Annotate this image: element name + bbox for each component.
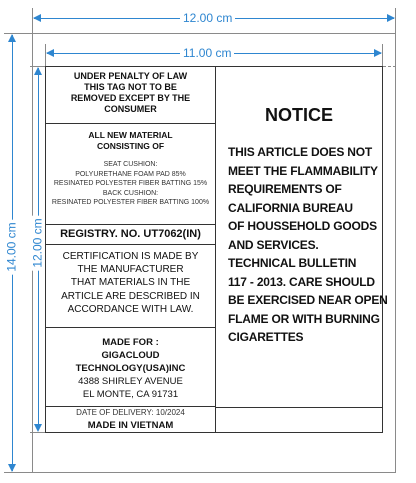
- notice-line: OF HOUSSEHOLD GOODS: [228, 219, 377, 233]
- notice-line: THIS ARTICLE DOES NOT: [228, 145, 373, 159]
- notice-line: BE EXERCISED NEAR OPEN: [228, 293, 388, 307]
- material-line: RESINATED POLYESTER FIBER BATTING 15%: [53, 180, 208, 187]
- dim-outer-height-tick-bottom: [4, 472, 32, 473]
- notice-line: REQUIREMENTS OF: [228, 182, 342, 196]
- material-heading: CONSISTING OF: [96, 140, 165, 151]
- material-section: [46, 124, 215, 225]
- notice-bottom-divider: [216, 407, 382, 408]
- law-label: [45, 66, 388, 433]
- dim-arrow-right-icon: [374, 49, 382, 57]
- dim-inner-height-tick-bottom: [30, 432, 45, 433]
- certification-line: ARTICLE ARE DESCRIBED IN: [61, 290, 200, 302]
- company-line: TECHNOLOGY(USA)INC: [75, 363, 186, 374]
- penalty-section: [46, 67, 215, 124]
- notice-line: MEET THE FLAMMABILITY: [228, 163, 378, 178]
- dim-arrow-up-icon: [8, 34, 16, 42]
- notice-line: CALIFORNIA BUREAU: [228, 200, 353, 215]
- made-for-section: [46, 328, 215, 407]
- dim-outer-width-tick-right: [395, 8, 396, 34]
- certification-line: ACCORDANCE WITH LAW.: [67, 303, 194, 315]
- address-line: EL MONTE, CA 91731: [82, 389, 179, 400]
- dim-inner-width-tick-right: [382, 44, 383, 66]
- dim-arrow-right-icon: [387, 14, 395, 22]
- material-line: RESINATED POLYESTER FIBER BATTING 100%: [51, 199, 210, 206]
- material-line: SEAT CUSHION:: [103, 161, 158, 168]
- material-heading: ALL NEW MATERIAL: [88, 130, 173, 140]
- notice-line: CIGARETTES: [228, 330, 304, 344]
- certification-section: [46, 245, 215, 328]
- notice-line: FLAME OR WITH BURNING: [228, 311, 380, 326]
- notice-line: 117 - 2013. CARE SHOULD: [228, 274, 375, 289]
- notice-panel: [216, 67, 388, 432]
- dim-arrow-down-icon: [34, 424, 42, 432]
- material-line: BACK CUSHION:: [102, 189, 159, 197]
- address-line: 4388 SHIRLEY AVENUE: [78, 376, 183, 387]
- notice-title: NOTICE: [264, 105, 333, 125]
- dim-arrow-left-icon: [46, 49, 54, 57]
- penalty-line: CONSUMER: [104, 104, 157, 114]
- penalty-line: UNDER PENALTY OF LAW: [73, 71, 188, 81]
- certification-line: CERTIFICATION IS MADE BY: [62, 251, 199, 262]
- dim-inner-height-label: 12.00 cm: [31, 215, 45, 270]
- notice-line: AND SERVICES.: [228, 237, 319, 252]
- penalty-line: THIS TAG NOT TO BE: [84, 82, 177, 92]
- dim-arrow-left-icon: [33, 14, 41, 22]
- registry-number: REGISTRY. NO. UT7062(IN): [46, 225, 215, 245]
- dim-arrow-up-icon: [34, 67, 42, 75]
- dim-outer-height-label: 14.00 cm: [5, 219, 19, 274]
- notice-body: [228, 143, 388, 347]
- origin: MADE IN VIETNAM: [87, 420, 174, 431]
- certification-line: THE MANUFACTURER: [77, 264, 184, 276]
- certification-line: THAT MATERIALS IN THE: [70, 277, 191, 289]
- dim-outer-width-label: 12.00 cm: [180, 11, 235, 25]
- penalty-line: REMOVED EXCEPT BY THE: [70, 93, 191, 103]
- dim-arrow-down-icon: [8, 464, 16, 472]
- material-line: POLYURETHANE FOAM PAD 85%: [75, 170, 186, 178]
- guide-dashed-right: [383, 66, 396, 67]
- dim-inner-width-label: 11.00 cm: [180, 46, 234, 60]
- made-for-heading: MADE FOR :: [102, 337, 159, 348]
- notice-line: TECHNICAL BULLETIN: [228, 256, 357, 270]
- company-line: GIGACLOUD: [101, 350, 160, 361]
- label-left-column: [46, 67, 216, 432]
- delivery-date: DATE OF DELIVERY: 10/2024: [76, 408, 185, 417]
